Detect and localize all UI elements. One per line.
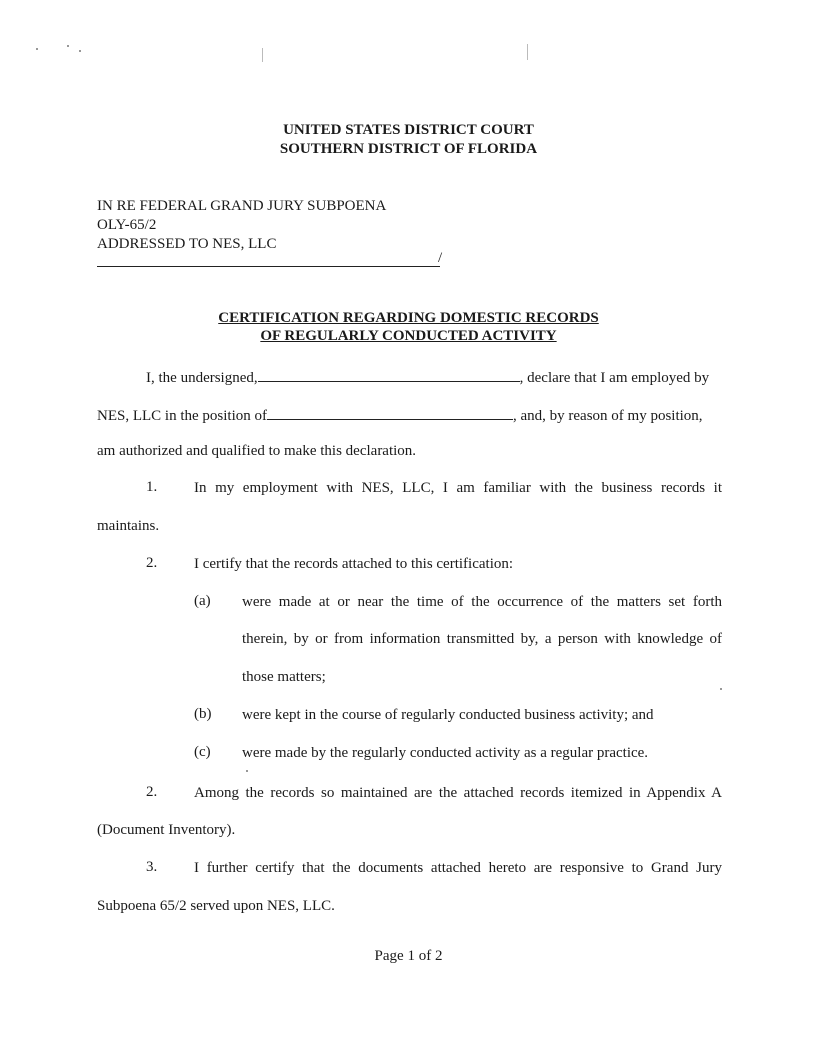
intro-line-3: am authorized and qualified to make this declaration. <box>97 443 417 459</box>
paragraph-4-line-2: Subpoena 65/2 served upon NES, LLC. <box>97 898 335 914</box>
certification-title-line-1: CERTIFICATION REGARDING DOMESTIC RECORDS <box>218 310 599 326</box>
position-text-end: , and, by reason of my position, <box>513 408 703 424</box>
position-blank-field[interactable] <box>267 405 513 420</box>
caption-line-2: OLY-65/2 <box>97 217 157 233</box>
item-c-label: (c) <box>194 744 211 760</box>
district-name: SOUTHERN DISTRICT OF FLORIDA <box>279 141 538 157</box>
paragraph-4-line-1: I further certify that the documents attached hereto are responsive to Grand Jury <box>194 860 722 876</box>
paragraph-1-line-2: maintains. <box>97 518 160 534</box>
intro-text-start: I, the undersigned, <box>146 370 258 386</box>
scan-mark <box>527 44 528 60</box>
item-c-text: were made by the regularly conducted activity as a regular practice. <box>242 745 649 761</box>
scan-speck <box>36 48 38 50</box>
scan-speck <box>67 45 69 47</box>
court-name: UNITED STATES DISTRICT COURT <box>283 122 534 138</box>
item-a-line-3: those matters; <box>242 669 326 685</box>
position-text-start: NES, LLC in the position of <box>97 408 267 424</box>
paragraph-2-text: I certify that the records attached to this certification: <box>194 556 514 572</box>
item-b-label: (b) <box>194 706 212 722</box>
paragraph-4-number: 3. <box>146 859 158 875</box>
scan-mark <box>262 48 263 62</box>
intro-text-end: , declare that I am employed by <box>519 370 710 386</box>
item-a-line-1: were made at or near the time of the occurrence of the matters set forth <box>242 594 722 610</box>
caption-line-1: IN RE FEDERAL GRAND JURY SUBPOENA <box>97 198 387 214</box>
paragraph-1-line-1: In my employment with NES, LLC, I am familiar with the business records it <box>194 480 722 496</box>
scan-speck <box>246 770 248 772</box>
caption-rule <box>97 266 440 267</box>
caption-line-3: ADDRESSED TO NES, LLC <box>97 236 277 252</box>
certification-title-line-2: OF REGULARLY CONDUCTED ACTIVITY <box>260 328 557 344</box>
page-number: Page 1 of 2 <box>374 948 443 964</box>
item-b-text: were kept in the course of regularly conducted business activity; and <box>242 707 654 723</box>
item-a-label: (a) <box>194 593 211 609</box>
paragraph-2-number: 2. <box>146 555 158 571</box>
paragraph-3-line-2: (Document Inventory). <box>97 822 236 838</box>
intro-line-1 <box>146 367 709 387</box>
name-blank-field[interactable] <box>258 367 520 382</box>
caption-slash: / <box>438 250 443 266</box>
paragraph-3-line-1: Among the records so maintained are the attached records itemized in Appendix A <box>194 785 722 801</box>
scan-speck <box>79 50 81 52</box>
paragraph-1-number: 1. <box>146 479 158 495</box>
item-a-line-2: therein, by or from information transmitted by, a person with knowledge of <box>242 631 722 647</box>
scan-speck <box>720 688 722 690</box>
intro-line-2 <box>97 405 703 425</box>
paragraph-3-number: 2. <box>146 784 158 800</box>
